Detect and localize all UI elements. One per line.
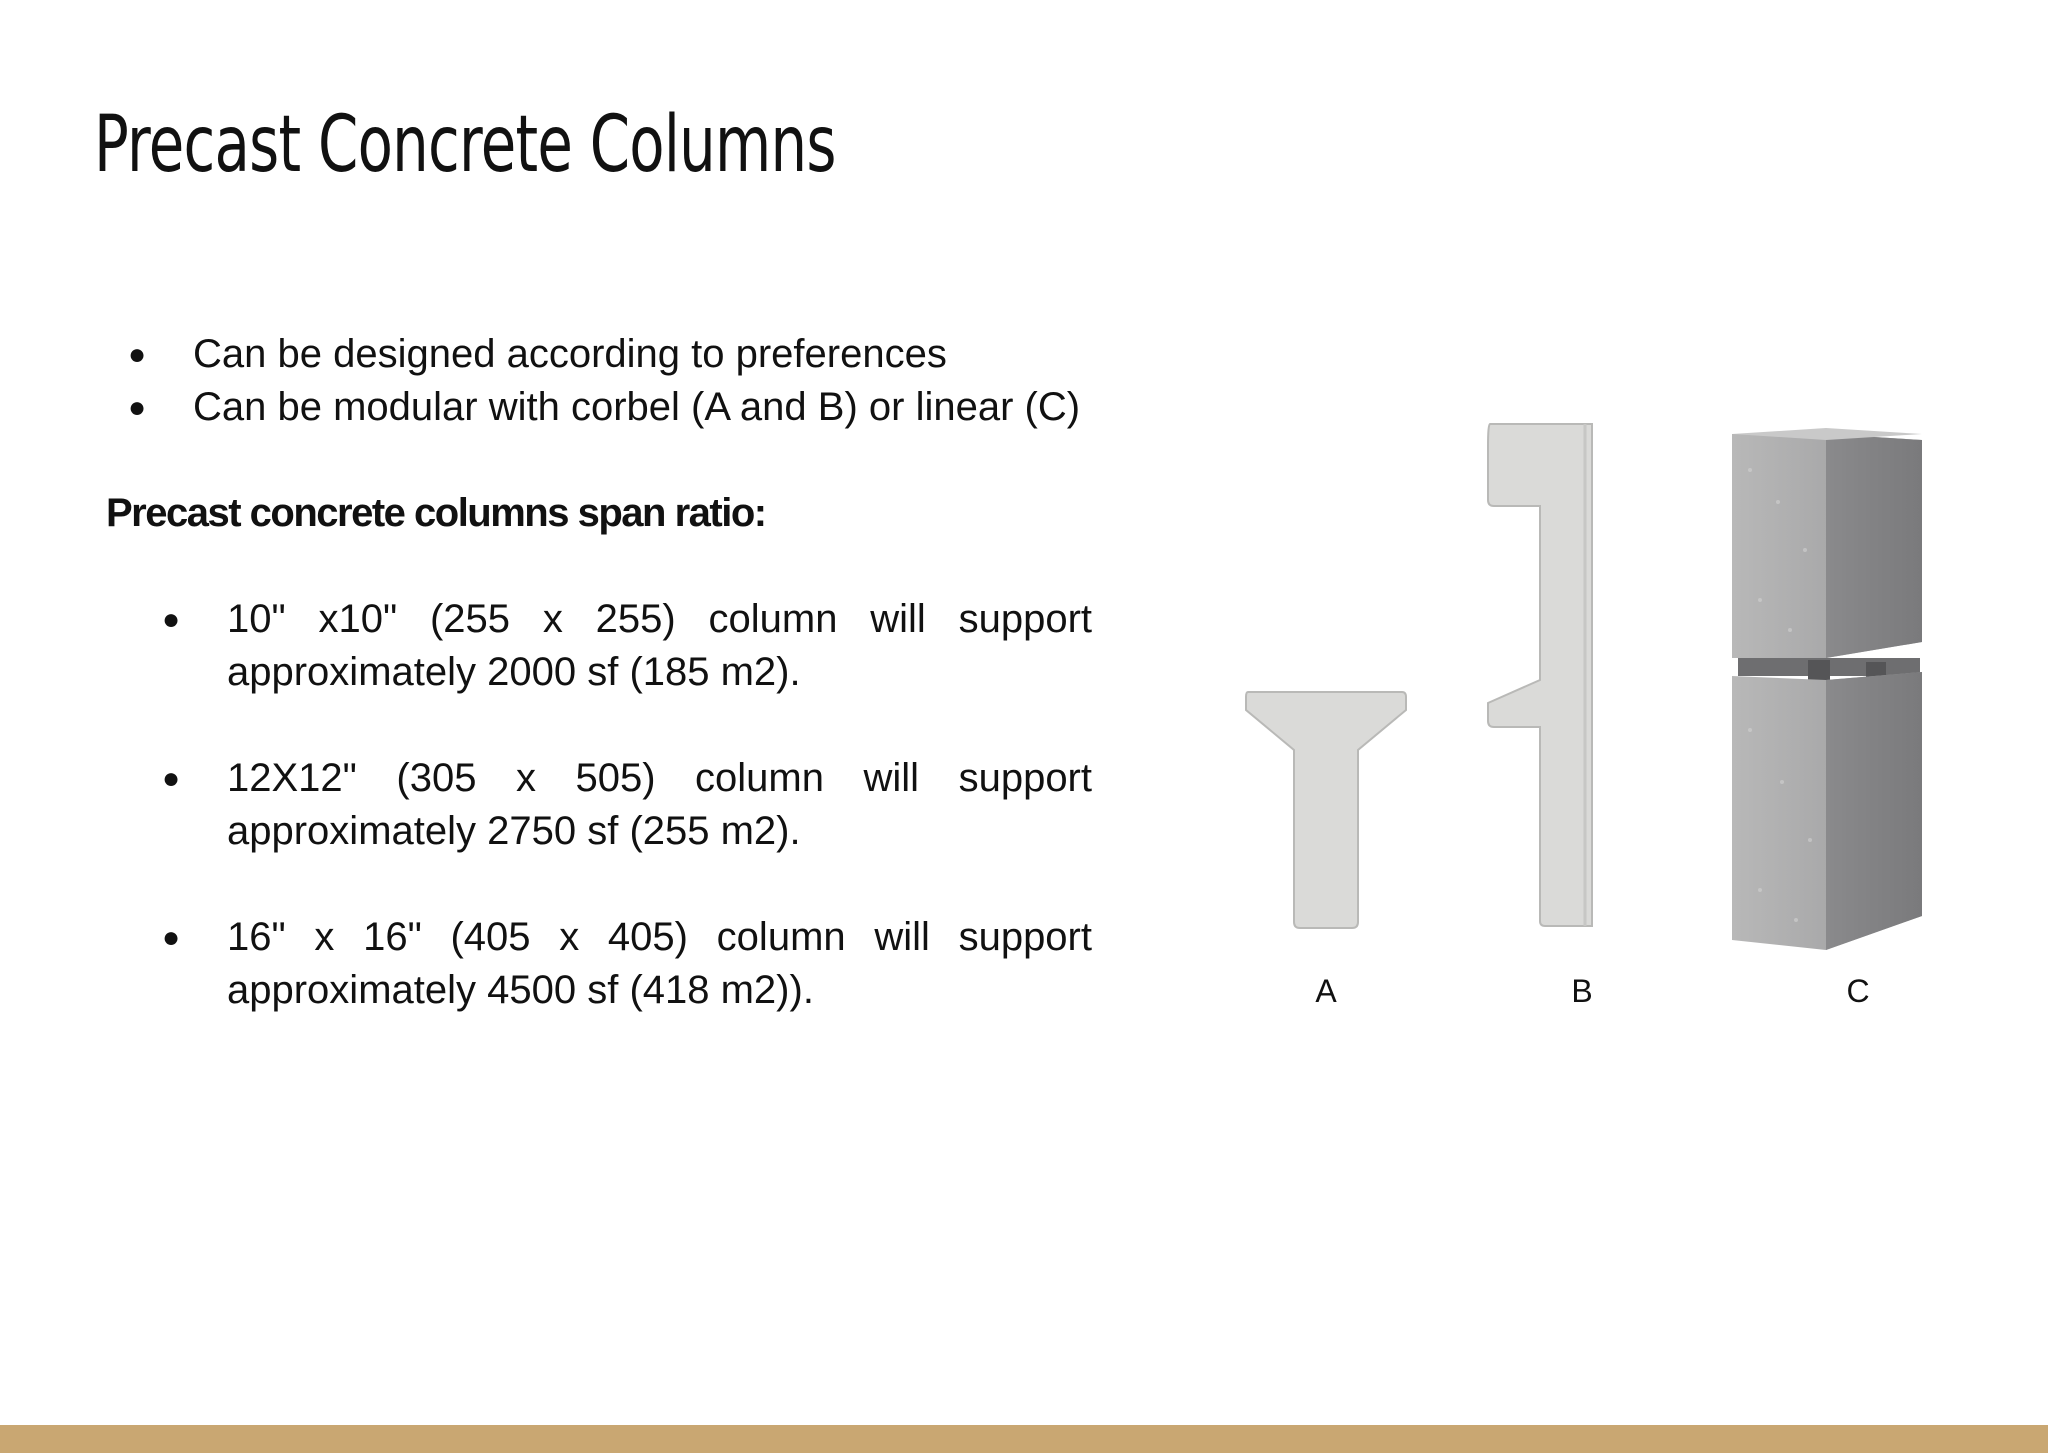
feature-item-text: Can be designed according to preferences (193, 332, 947, 376)
span-ratio-list (100, 593, 1092, 1017)
bullet-icon: ● (128, 391, 147, 424)
column-types-figure (1230, 410, 1950, 1020)
feature-list (100, 328, 1092, 434)
column-b-icon (1488, 424, 1592, 926)
bullet-icon: ● (162, 762, 181, 795)
span-ratio-item (100, 593, 1092, 699)
column-a-icon (1246, 692, 1406, 928)
span-ratio-heading: Precast concrete columns span ratio: (106, 491, 766, 535)
slide-title: Precast Concrete Columns (94, 100, 836, 190)
column-b-label: B (1571, 973, 1593, 1009)
column-c-icon (1732, 428, 1922, 950)
span-ratio-item (100, 911, 1092, 1017)
bullet-icon: ● (162, 603, 181, 636)
footer-bar (0, 1425, 2048, 1453)
span-ratio-item (100, 752, 1092, 858)
feature-item (100, 381, 1092, 434)
feature-item (100, 328, 1092, 381)
slide-body (100, 328, 1092, 1017)
feature-item-text: Can be modular with corbel (A and B) or linear (C) (193, 385, 1081, 429)
bullet-icon: ● (128, 338, 147, 371)
column-a-label: A (1315, 973, 1337, 1009)
column-c-label: C (1846, 973, 1870, 1009)
span-ratio-item-text: 12X12" (305 x 505) column will support approximately 2750 sf (255 m2). (227, 756, 1092, 853)
span-ratio-item-text: 10" x10" (255 x 255) column will support approximately 2000 sf (185 m2). (227, 597, 1092, 694)
bullet-icon: ● (162, 921, 181, 954)
span-ratio-item-text: 16" x 16" (405 x 405) column will support approximately 4500 sf (418 m2)). (227, 915, 1092, 1012)
